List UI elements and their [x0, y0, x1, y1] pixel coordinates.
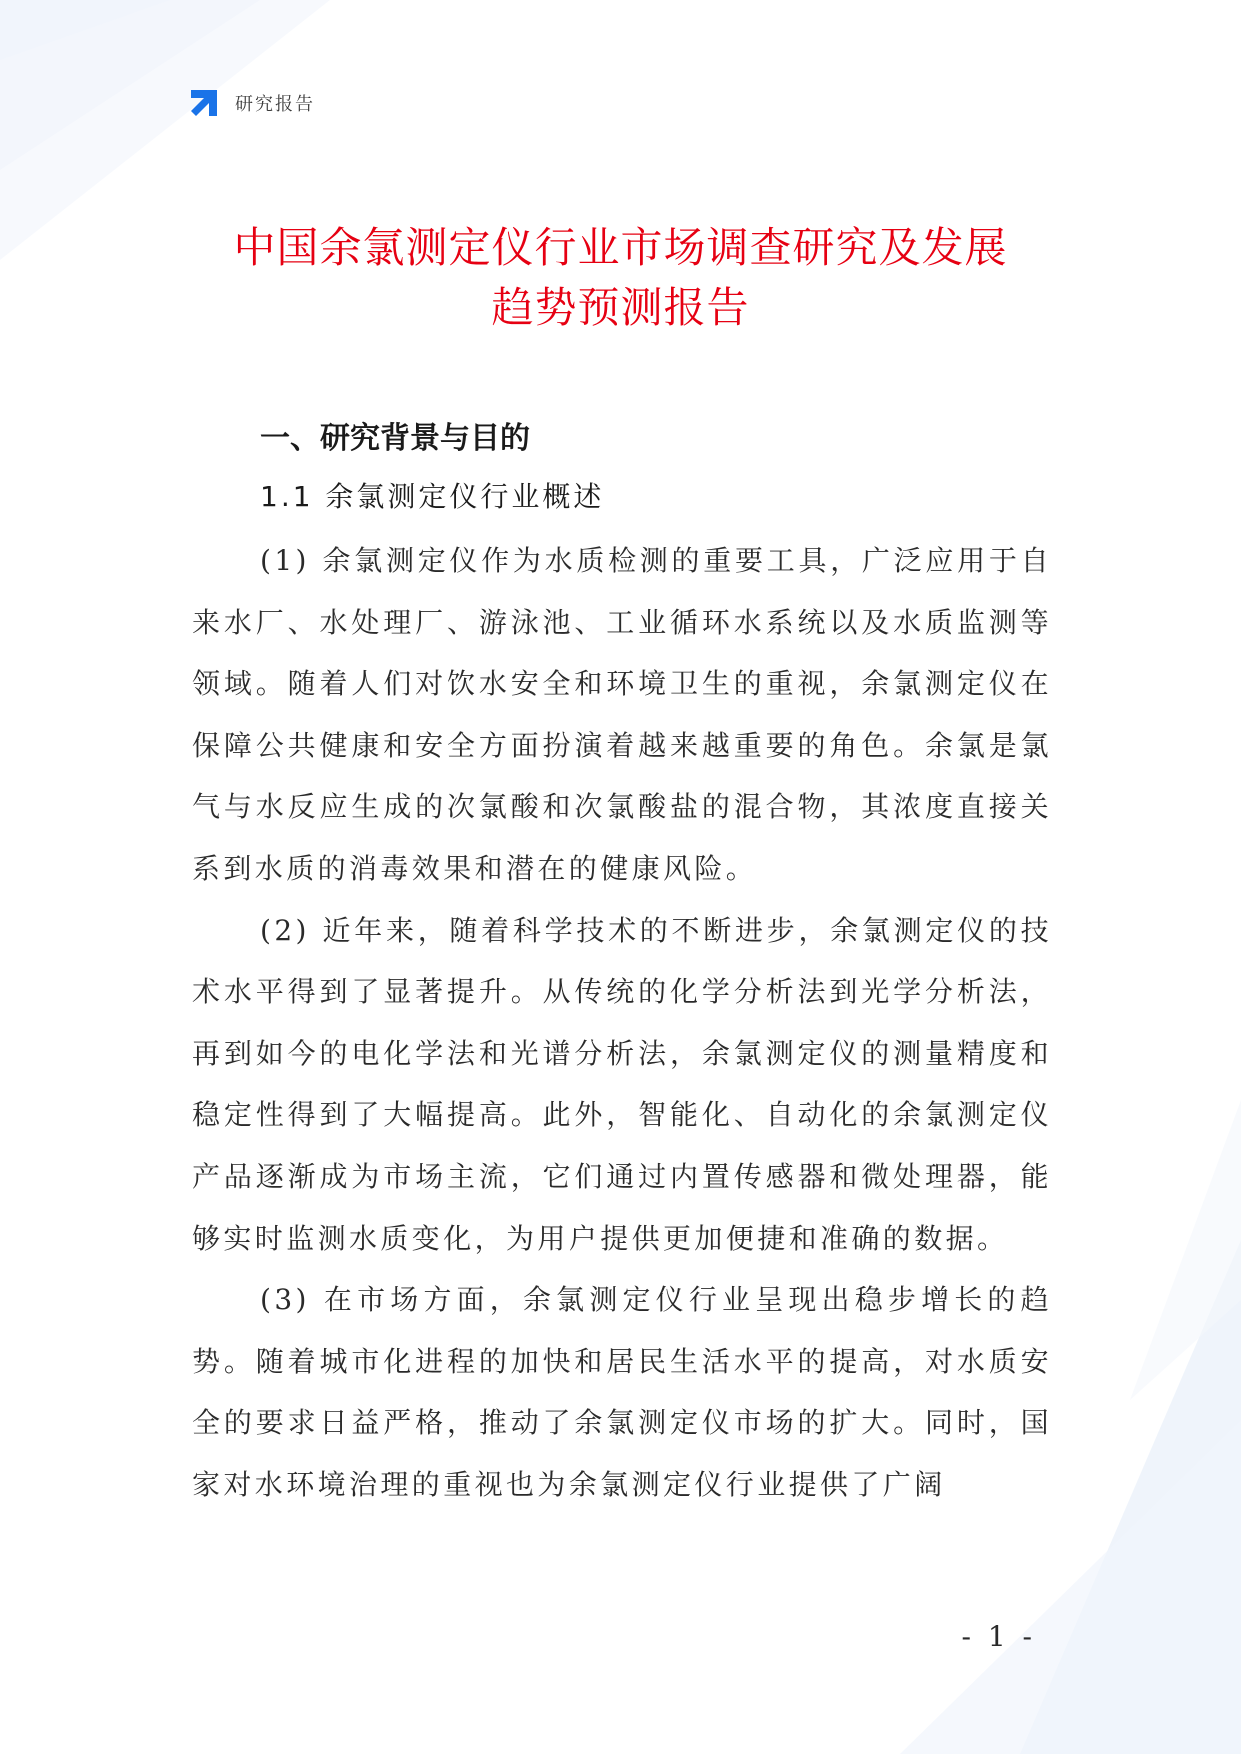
- paragraph: (2) 近年来，随着科学技术的不断进步，余氯测定仪的技术水平得到了显著提升。从传统的化学分析法到光学分析法，再到如今的电化学法和光谱分析法，余氯测定仪的测量精度和稳定性得到了大幅提高。此外，智能化、自动化的余氯测定仪产品逐渐成为市场主流，它们通过内置传感器和微处理器，能够实时监测水质变化，为用户提供更加便捷和准确的数据。: [192, 913, 1052, 1255]
- title-line-1: 中国余氯测定仪行业市场调查研究及发展: [233, 223, 1008, 272]
- report-title: [150, 218, 1091, 338]
- paragraph: (1) 余氯测定仪作为水质检测的重要工具，广泛应用于自来水厂、水处理厂、游泳池、工业循环水系统以及水质监测等领域。随着人们对饮水安全和环境卫生的重视，余氯测定仪在保障公共健康和安全方面扮演着越来越重要的角色。余氯是氯气与水反应生成的次氯酸和次氯酸盐的混合物，其浓度直接关系到水质的消毒效果和潜在的健康风险。: [192, 544, 1052, 885]
- header-label: 研究报告: [235, 94, 315, 115]
- title-line-2: 趋势预测报告: [491, 283, 750, 332]
- arrow-up-right-icon: [187, 86, 221, 120]
- section-heading: 一、研究背景与目的: [260, 421, 530, 456]
- report-body: [192, 414, 1052, 1516]
- report-header: [187, 86, 315, 120]
- section-subheading: 1.1 余氯测定仪行业概述: [260, 480, 605, 513]
- page-number: - 1 -: [961, 1620, 1036, 1653]
- paragraph: (3) 在市场方面，余氯测定仪行业呈现出稳步增长的趋势。随着城市化进程的加快和居民生活水平的提高，对水质安全的要求日益严格，推动了余氯测定仪市场的扩大。同时，国家对水环境治理的重视也为余氯测定仪行业提供了广阔: [192, 1283, 1052, 1501]
